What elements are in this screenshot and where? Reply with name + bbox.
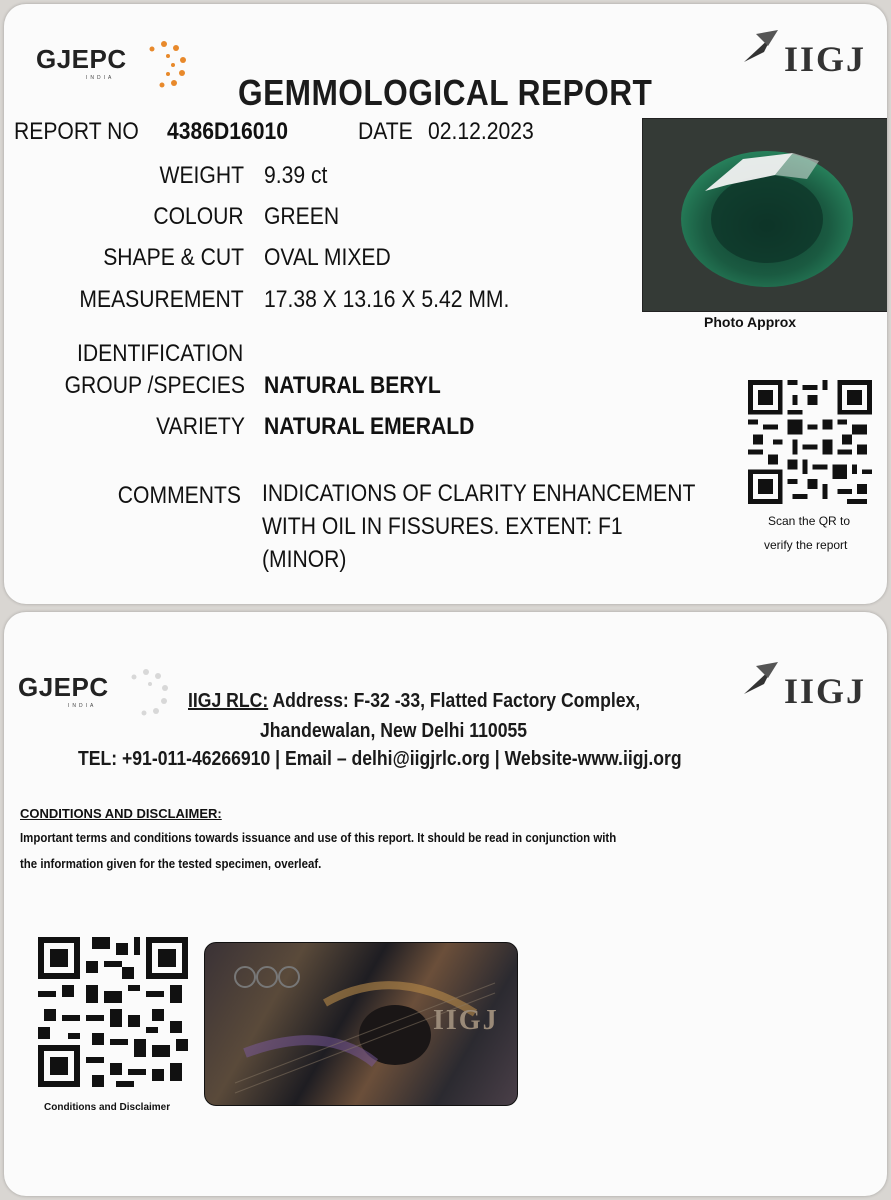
iigj-logo-text: IIGJ: [784, 39, 867, 79]
comments-label: COMMENTS: [117, 482, 241, 509]
report-front-card: [4, 4, 887, 604]
group-species-value: NATURAL BERYL: [264, 372, 441, 399]
photo-caption: Photo Approx: [704, 314, 797, 330]
gjepc-logo-sub: INDIA: [86, 75, 115, 81]
field-row-shape-cut: [4, 244, 644, 278]
emerald-gem-image: [643, 119, 887, 311]
field-value: GREEN: [264, 203, 340, 230]
contact-line: TEL: +91-011-46266910 | Email – delhi@iigjrlc.org | Website-www.iigj.org: [78, 748, 682, 770]
comments-line: WITH OIL IN FISSURES. EXTENT: F1: [262, 513, 623, 540]
gjepc-logo-back: [18, 672, 109, 709]
field-label: SHAPE & CUT: [103, 244, 244, 271]
variety-value: NATURAL EMERALD: [264, 413, 475, 440]
gjepc-logo-sub: INDIA: [68, 703, 97, 709]
security-hologram: [204, 942, 518, 1106]
gjepc-sunburst-icon: [120, 666, 172, 718]
qr-caption-line1: Scan the QR to: [768, 514, 851, 528]
comments-text: [262, 480, 755, 579]
date-value: 02.12.2023: [428, 118, 534, 145]
conditions-heading: CONDITIONS AND DISCLAIMER:: [20, 806, 222, 821]
conditions-line-2: the information given for the tested specimen, overleaf.: [20, 856, 322, 871]
report-title: GEMMOLOGICAL REPORT: [238, 72, 653, 113]
comments-line: (MINOR): [262, 546, 347, 573]
field-value: 17.38 X 13.16 X 5.42 MM.: [264, 286, 510, 313]
field-row-colour: [4, 203, 644, 237]
gjepc-sunburst-icon: [138, 38, 190, 90]
iigj-logo-text: IIGJ: [784, 671, 867, 711]
report-back-card: [4, 612, 887, 1196]
address-line-1: [188, 690, 640, 713]
address-line-2: Jhandewalan, New Delhi 110055: [260, 720, 528, 742]
gjepc-logo-text: GJEPC: [18, 672, 109, 702]
report-no-label: REPORT NO: [14, 118, 139, 145]
conditions-line-1: Important terms and conditions towards issuance and use of this report. It should be read in conjunction with: [20, 830, 617, 845]
hologram-text: IIGJ: [433, 1005, 499, 1036]
field-label: MEASUREMENT: [79, 286, 244, 313]
group-species-label: GROUP /SPECIES: [64, 372, 245, 399]
address-label: IIGJ RLC:: [188, 690, 269, 712]
iigj-emblem-icon: [742, 28, 780, 66]
field-value: 9.39 ct: [264, 162, 328, 189]
field-label: WEIGHT: [159, 162, 244, 189]
date-label: DATE: [358, 118, 413, 145]
gjepc-logo: [36, 44, 127, 81]
gjepc-logo-text: GJEPC: [36, 44, 127, 74]
iigj-emblem-icon: [742, 660, 780, 698]
conditions-qr-caption: Conditions and Disclaimer: [44, 1102, 171, 1113]
gemstone-photo: [642, 118, 887, 312]
field-row-weight: [4, 162, 644, 196]
verify-qr-code[interactable]: [748, 378, 872, 506]
field-value: OVAL MIXED: [264, 244, 391, 271]
variety-label: VARIETY: [156, 413, 245, 440]
field-row-measurement: [4, 286, 644, 320]
field-label: COLOUR: [153, 203, 244, 230]
comments-line: INDICATIONS OF CLARITY ENHANCEMENT: [262, 480, 696, 507]
conditions-qr-code[interactable]: [38, 934, 188, 1090]
identification-label: IDENTIFICATION: [77, 340, 244, 367]
qr-caption-line2: verify the report: [764, 538, 848, 552]
report-no-value: 4386D16010: [167, 118, 288, 145]
address-text: Address: F-32 -33, Flatted Factory Complex,: [272, 690, 641, 712]
